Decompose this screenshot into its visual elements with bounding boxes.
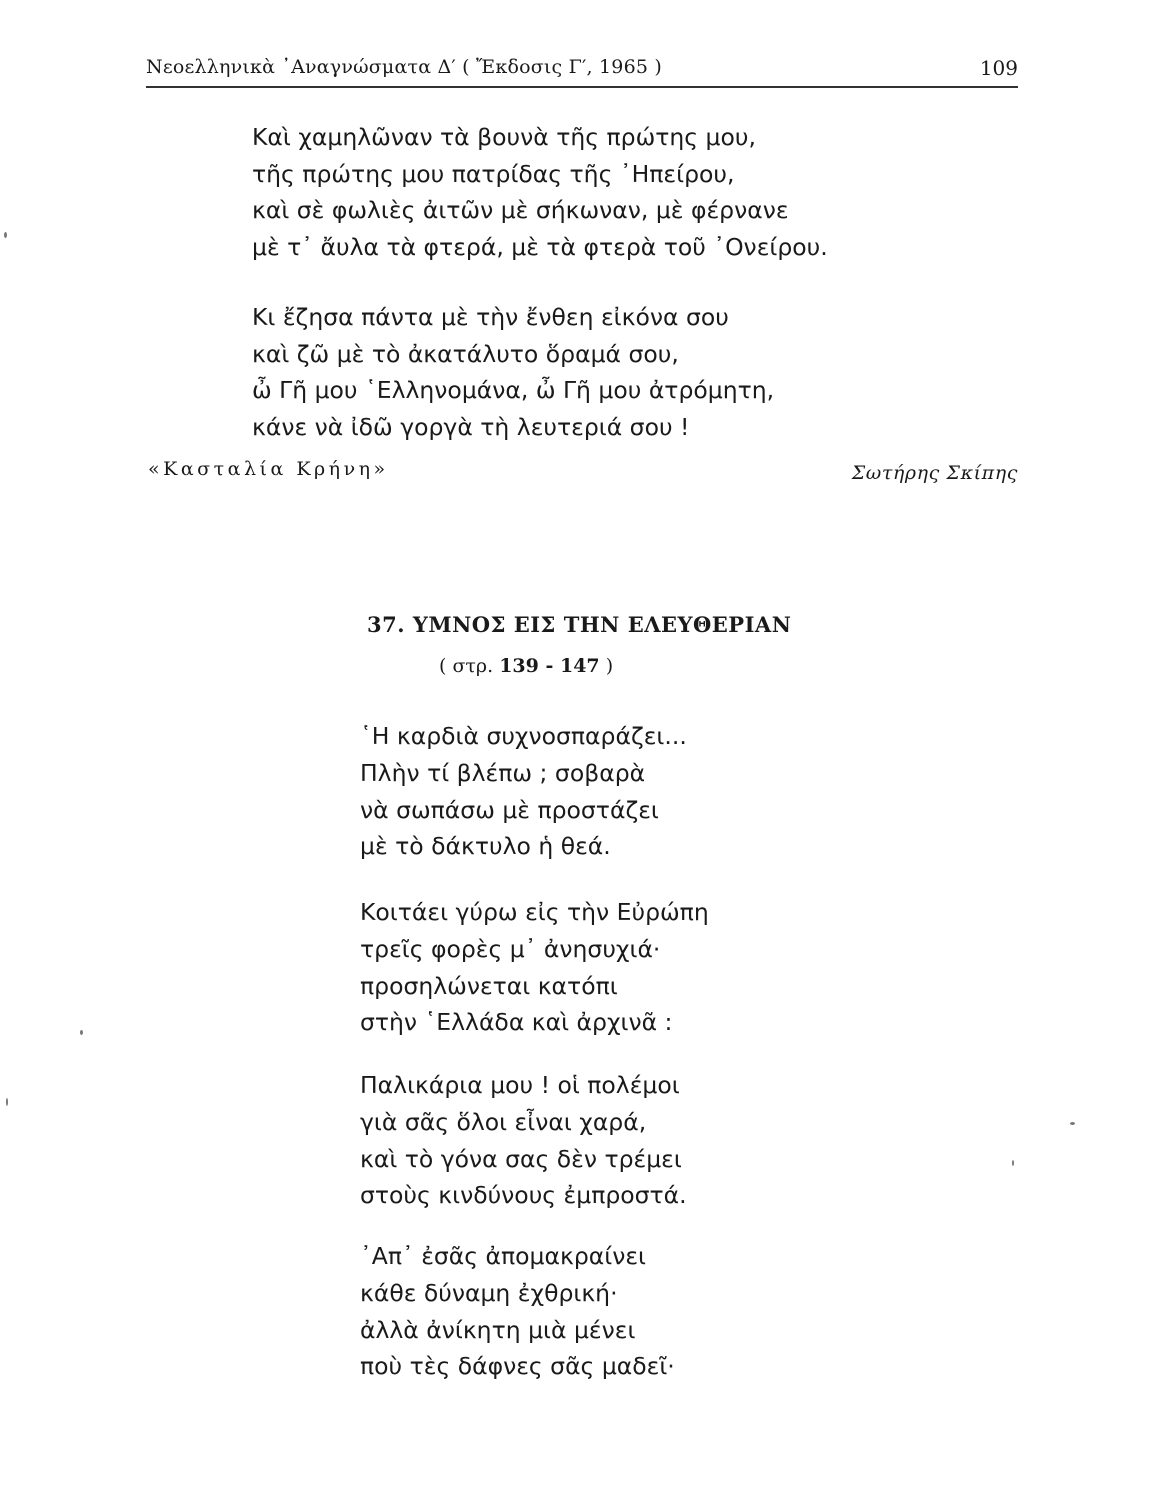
scan-speck: [6, 1098, 8, 1106]
poem-line: τρεῖς φορὲς μ᾿ ἀνησυχιά·: [360, 934, 661, 963]
poem-line: γιὰ σᾶς ὅλοι εἶναι χαρά,: [360, 1107, 647, 1136]
poem1-author: Σωτήρης Σκίπης: [851, 462, 1018, 484]
poem-line: κάνε νὰ ἰδῶ γοργὰ τὴ λευτεριά σου !: [252, 412, 690, 441]
poem2-stanza-1: [360, 718, 687, 865]
scan-speck: [1070, 1122, 1075, 1125]
poem-line: ῾Η καρδιὰ συχνοσπαράζει...: [360, 722, 687, 750]
poem-line: καὶ σὲ φωλιὲς ἀιτῶν μὲ σήκωναν, μὲ φέρνανε: [252, 196, 789, 224]
poem-line: Καὶ χαμηλῶναν τὰ βουνὰ τῆς πρώτης μου,: [252, 123, 756, 151]
poem2-stanza-2: [360, 894, 709, 1041]
poem-line: ᾿Απ᾿ ἐσᾶς ἀπομακραίνει: [360, 1242, 646, 1270]
poem1-stanza-1: [252, 119, 828, 265]
scan-speck: [80, 1030, 83, 1035]
scan-speck: [1012, 1160, 1014, 1166]
poem-line: προσηλώνεται κατόπι: [360, 971, 618, 1000]
poem-line: Παλικάρια μου ! οἱ πολέμοι: [360, 1071, 680, 1099]
running-head-title: Νεοελληνικὰ ᾿Αναγνώσματα Δ′ ( Ἔκδοσις Γ′, 1965 ): [146, 56, 663, 78]
poem2-stanza-4: [360, 1238, 675, 1385]
subheading-suffix: ): [605, 655, 614, 677]
poem-line: τῆς πρώτης μου πατρίδας τῆς ᾿Ηπείρου,: [252, 159, 735, 188]
subheading-range: 139 - 147: [499, 655, 600, 677]
poem-line: ποὺ τὲς δάφνες σᾶς μαδεῖ·: [360, 1352, 675, 1381]
poem-line: Κοιτάει γύρω εἰς τὴν Εὐρώπη: [360, 898, 709, 926]
poem-line: Πλὴν τί βλέπω ; σοβαρὰ: [360, 758, 646, 787]
scan-speck: [4, 232, 7, 238]
poem-line: στοὺς κινδύνους ἐμπροστά.: [360, 1181, 687, 1210]
poem-line: καὶ τὸ γόνα σας δὲν τρέμει: [360, 1144, 682, 1173]
poem2-stanza-3: [360, 1067, 687, 1214]
poem-line: καὶ ζῶ μὲ τὸ ἀκατάλυτο ὅραμά σου,: [252, 339, 679, 368]
poem2-subheading: [439, 655, 613, 677]
poem1-source: «Κασταλία Κρήνη»: [148, 458, 389, 480]
poem-line: ἀλλὰ ἀνίκητη μιὰ μένει: [360, 1315, 636, 1344]
poem-line: μὲ τ᾿ ἄυλα τὰ φτερά, μὲ τὰ φτερὰ τοῦ ᾿Ονείρου.: [252, 232, 828, 261]
poem-line: ὦ Γῆ μου ῾Ελληνομάνα, ὦ Γῆ μου ἀτρόμητη,: [252, 376, 775, 404]
poem1-stanza-2: [252, 299, 774, 445]
poem2-heading: 37. ΥΜΝΟΣ ΕΙΣ ΤΗΝ ΕΛΕΥΘΕΡΙΑΝ: [367, 612, 792, 637]
poem-line: στὴν ῾Ελλάδα καὶ ἀρχινᾶ :: [360, 1008, 673, 1037]
poem-line: μὲ τὸ δάκτυλο ἡ θεά.: [360, 832, 611, 861]
running-head: [146, 56, 1018, 88]
poem-line: κάθε δύναμη ἐχθρική·: [360, 1278, 618, 1307]
page-number: 109: [979, 56, 1018, 80]
poem-line: Κι ἔζησα πάντα μὲ τὴν ἔνθεη εἰκόνα σου: [252, 303, 729, 331]
subheading-prefix: ( στρ.: [439, 655, 494, 677]
poem-line: νὰ σωπάσω μὲ προστάζει: [360, 795, 659, 824]
